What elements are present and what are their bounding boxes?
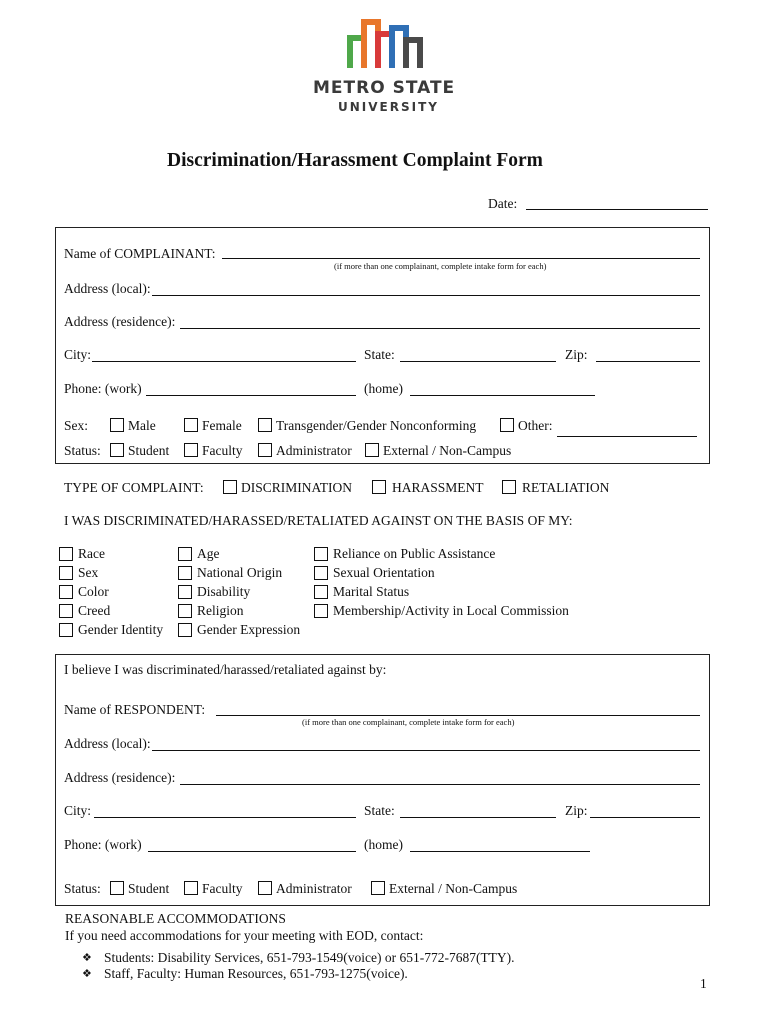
basis-color-checkbox[interactable] [59, 585, 73, 599]
respondent-address-local-field[interactable] [152, 750, 700, 751]
logo-line1: METRO STATE [313, 78, 456, 98]
complainant-phone-home-field[interactable] [410, 395, 595, 396]
university-logo [340, 14, 430, 70]
respondent-phone-home-field[interactable] [410, 851, 590, 852]
complainant-phone-home-label: (home) [364, 381, 403, 396]
sex-male-label: Male [128, 418, 156, 433]
basis-marital-status-label: Marital Status [333, 584, 410, 599]
sex-female-label: Female [202, 418, 242, 433]
basis-national-origin-checkbox[interactable] [178, 566, 192, 580]
basis-local-commission-label: Membership/Activity in Local Commission [333, 603, 569, 618]
basis-gender-expression-checkbox[interactable] [178, 623, 192, 637]
complainant-name-field[interactable] [222, 258, 700, 259]
respondent-state-field[interactable] [400, 817, 556, 818]
type-retaliation-checkbox[interactable] [502, 480, 516, 494]
basis-gender-identity-checkbox[interactable] [59, 623, 73, 637]
logo-line2: UNIVERSITY [338, 100, 439, 114]
respondent-phone-work-label: Phone: (work) [64, 837, 142, 852]
complainant-state-field[interactable] [400, 361, 556, 362]
status-faculty-label: Faculty [202, 443, 243, 458]
basis-sexual-orientation-checkbox[interactable] [314, 566, 328, 580]
status-student-checkbox[interactable] [110, 443, 124, 457]
respondent-name-label: Name of RESPONDENT: [64, 702, 206, 717]
basis-national-origin-label: National Origin [197, 565, 283, 580]
respondent-name-field[interactable] [216, 715, 700, 716]
complainant-phone-work-field[interactable] [146, 395, 356, 396]
respondent-status-student-label: Student [128, 881, 170, 896]
respondent-status-student-checkbox[interactable] [110, 881, 124, 895]
status-administrator-label: Administrator [276, 443, 352, 458]
respondent-phone-work-field[interactable] [148, 851, 356, 852]
respondent-phone-home-label: (home) [364, 837, 403, 852]
basis-race-label: Race [78, 546, 105, 561]
complainant-phone-work-label: Phone: (work) [64, 381, 142, 396]
sex-transgender-checkbox[interactable] [258, 418, 272, 432]
type-discrimination-checkbox[interactable] [223, 480, 237, 494]
accommodations-staff: Staff, Faculty: Human Resources, 651-793-1275(voice). [104, 966, 408, 981]
respondent-zip-field[interactable] [590, 817, 700, 818]
complainant-address-residence-label: Address (residence): [64, 314, 176, 329]
sex-other-label: Other: [518, 418, 553, 433]
respondent-state-label: State: [364, 803, 395, 818]
accommodations-heading: REASONABLE ACCOMMODATIONS [65, 911, 286, 926]
sex-other-field[interactable] [557, 436, 697, 437]
complainant-address-residence-field[interactable] [180, 328, 700, 329]
basis-religion-label: Religion [197, 603, 244, 618]
basis-marital-status-checkbox[interactable] [314, 585, 328, 599]
complainant-city-label: City: [64, 347, 92, 362]
bullet-icon: ❖ [82, 951, 92, 964]
respondent-status-administrator-label: Administrator [276, 881, 352, 896]
status-administrator-checkbox[interactable] [258, 443, 272, 457]
complainant-status-label: Status: [64, 443, 101, 458]
status-external-checkbox[interactable] [365, 443, 379, 457]
page-title: Discrimination/Harassment Complaint Form [167, 150, 543, 171]
complainant-sex-label: Sex: [64, 418, 89, 433]
respondent-address-residence-field[interactable] [180, 784, 700, 785]
respondent-intro: I believe I was discriminated/harassed/retaliated against by: [64, 662, 387, 677]
type-harassment-label: HARASSMENT [392, 480, 484, 495]
logo-mark-icon [340, 14, 430, 70]
complaint-type-label: TYPE OF COMPLAINT: [64, 480, 204, 495]
basis-public-assistance-checkbox[interactable] [314, 547, 328, 561]
basis-disability-checkbox[interactable] [178, 585, 192, 599]
sex-male-checkbox[interactable] [110, 418, 124, 432]
status-student-label: Student [128, 443, 170, 458]
respondent-address-residence-label: Address (residence): [64, 770, 176, 785]
respondent-city-field[interactable] [94, 817, 356, 818]
type-discrimination-label: DISCRIMINATION [241, 480, 352, 495]
complainant-name-note: (if more than one complainant, complete intake form for each) [334, 261, 547, 271]
basis-color-label: Color [78, 584, 109, 599]
basis-creed-checkbox[interactable] [59, 604, 73, 618]
bullet-icon: ❖ [82, 967, 92, 980]
basis-creed-label: Creed [78, 603, 111, 618]
status-external-label: External / Non-Campus [383, 443, 512, 458]
sex-transgender-label: Transgender/Gender Nonconforming [276, 418, 477, 433]
basis-sex-checkbox[interactable] [59, 566, 73, 580]
respondent-status-external-label: External / Non-Campus [389, 881, 518, 896]
respondent-name-note: (if more than one complainant, complete intake form for each) [302, 717, 515, 727]
complainant-zip-field[interactable] [596, 361, 700, 362]
respondent-city-label: City: [64, 803, 92, 818]
respondent-status-label: Status: [64, 881, 101, 896]
basis-sex-label: Sex [78, 565, 99, 580]
basis-gender-expression-label: Gender Expression [197, 622, 301, 637]
respondent-status-faculty-checkbox[interactable] [184, 881, 198, 895]
basis-sexual-orientation-label: Sexual Orientation [333, 565, 435, 580]
respondent-status-external-checkbox[interactable] [371, 881, 385, 895]
sex-female-checkbox[interactable] [184, 418, 198, 432]
basis-heading: I WAS DISCRIMINATED/HARASSED/RETALIATED AGAINST ON THE BASIS OF MY: [64, 513, 573, 528]
basis-gender-identity-label: Gender Identity [78, 622, 164, 637]
date-field[interactable] [526, 209, 708, 210]
page-number: 1 [700, 976, 707, 991]
basis-disability-label: Disability [197, 584, 251, 599]
type-retaliation-label: RETALIATION [522, 480, 610, 495]
accommodations-text: If you need accommodations for your meeting with EOD, contact: [65, 928, 424, 943]
accommodations-students: Students: Disability Services, 651-793-1549(voice) or 651-772-7687(TTY). [104, 950, 515, 965]
basis-race-checkbox[interactable] [59, 547, 73, 561]
complainant-address-local-field[interactable] [152, 295, 700, 296]
complainant-name-label: Name of COMPLAINANT: [64, 246, 216, 261]
complainant-state-label: State: [364, 347, 395, 362]
respondent-status-administrator-checkbox[interactable] [258, 881, 272, 895]
date-label: Date: [488, 196, 518, 211]
complainant-address-local-label: Address (local): [64, 281, 151, 296]
sex-other-checkbox[interactable] [500, 418, 514, 432]
complainant-city-field[interactable] [92, 361, 356, 362]
basis-public-assistance-label: Reliance on Public Assistance [333, 546, 496, 561]
respondent-zip-label: Zip: [565, 803, 588, 818]
basis-age-checkbox[interactable] [178, 547, 192, 561]
type-harassment-checkbox[interactable] [372, 480, 386, 494]
basis-local-commission-checkbox[interactable] [314, 604, 328, 618]
respondent-status-faculty-label: Faculty [202, 881, 243, 896]
respondent-address-local-label: Address (local): [64, 736, 151, 751]
basis-age-label: Age [197, 546, 220, 561]
complainant-zip-label: Zip: [565, 347, 588, 362]
status-faculty-checkbox[interactable] [184, 443, 198, 457]
basis-religion-checkbox[interactable] [178, 604, 192, 618]
